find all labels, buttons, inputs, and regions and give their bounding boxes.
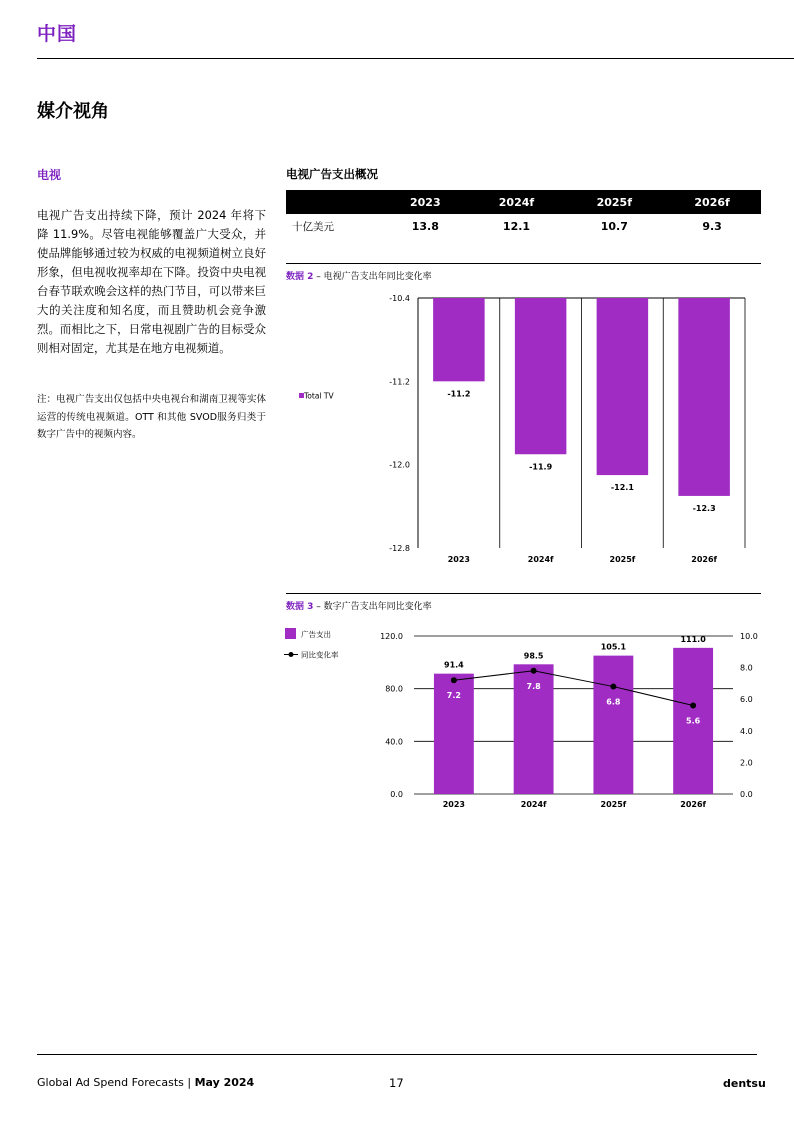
bar [597,298,649,475]
legend-label: Total TV [304,391,334,401]
bar [515,298,567,454]
section-heading: 电视 [37,168,62,182]
x-tick-label: 2024f [527,555,554,564]
y-tick-label-left: 0.0 [390,790,403,799]
y-tick-label-right: 4.0 [740,726,753,736]
y-tick-label-left: 40.0 [385,737,403,747]
yoy-line [454,671,693,706]
table-row-label: 十亿美元 [292,220,334,233]
figure3-dash: – [313,602,324,612]
y-tick-label: -12.0 [389,460,410,470]
x-tick-label: 2025f [600,800,627,809]
line-label: 7.8 [526,681,541,691]
line-label: 6.8 [606,697,621,707]
x-tick-label: 2026f [691,555,717,564]
line-point [531,668,537,674]
table-title: 电视广告支出概况 [286,167,378,181]
data-label: -11.9 [529,462,553,472]
figure3-title: 数字广告支出年同比变化率 [323,602,432,612]
y-tick-label: -12.8 [389,544,410,553]
data-label: -12.1 [610,483,634,493]
x-tick-label: 2024f [520,800,547,809]
data-label: -11.2 [447,389,471,399]
y-tick-label-right: 10.0 [740,632,758,641]
line-point [690,703,696,709]
bar [593,656,633,794]
table-header-cell: 2023 [383,190,468,214]
table-cell: 13.8 [411,219,439,233]
x-tick-label: 2025f [609,555,636,564]
figure3-number: 数据 3 [286,602,314,612]
table-cell: 12.1 [502,219,531,233]
figure2-dash: – [313,272,324,282]
footer-separator: | [183,1076,195,1089]
page-number: 17 [389,1076,404,1090]
body-paragraph: 电视广告支出持续下降，预计 2024 年将下降 11.9%。尽管电视能够覆盖广大受众，并使品牌能够通过较为权威的电视频道树立良好形象，但电视收视率却在下降。投资中央电视台春节联欢晚会这样的热门节目，可以带来巨大的关注度和知名度，而且赞助机会竞争激烈。而相比之下，日常电视剧广告的目标受众则相对固定，尤其是在地方电视频道。 [37,208,266,355]
x-tick-label: 2023 [442,800,466,809]
y-tick-label-right: 2.0 [740,758,753,768]
region-title: 中国 [37,23,78,45]
legend-label-bar: 广告支出 [301,630,331,639]
legend-label-line: 同比变化率 [301,650,339,660]
data-label: 105.1 [600,642,627,652]
line-point [451,677,457,683]
y-tick-label-right: 6.0 [740,695,753,705]
y-tick-label: -10.4 [389,294,410,303]
legend-swatch-point [289,652,294,657]
brand-logo: dentsu [723,1077,766,1090]
y-tick-label-right: 0.0 [740,790,753,799]
data-label: 91.4 [444,660,464,670]
note-paragraph: 注：电视广告支出仅包括中央电视台和湖南卫视等实体运营的传统电视频道。OTT 和其他 SVOD服务归类于数字广告中的视频内容。 [37,394,266,440]
page-title: 媒介视角 [37,101,109,122]
data-label: 98.5 [523,651,544,661]
figure2-title: 电视广告支出年同比变化率 [323,272,432,282]
table-cell: 10.7 [600,219,628,233]
bottom-divider [37,1054,757,1055]
footer-report-name: Global Ad Spend Forecasts [37,1076,184,1089]
table-cell: 9.3 [702,219,722,233]
y-tick-label-right: 8.0 [740,663,753,673]
x-tick-label: 2026f [680,800,706,809]
footer-date: May 2024 [194,1076,255,1089]
table-header-cell: 2026f [663,190,761,214]
y-tick-label-left: 120.0 [380,632,403,641]
table-header-cell: 2024f [468,190,566,214]
legend-swatch-bar [285,628,296,639]
data-label: 111.0 [680,634,706,644]
line-label: 7.2 [446,691,461,701]
footer-report [37,1076,254,1089]
bar [433,298,485,381]
y-tick-label-left: 80.0 [385,684,403,694]
line-label: 5.6 [686,716,701,726]
y-tick-label: -11.2 [389,377,410,387]
data-label: -12.3 [692,503,716,513]
figure2-number: 数据 2 [286,272,314,282]
x-tick-label: 2023 [447,555,471,564]
table-header-cell: 2025f [565,190,663,214]
bar [678,298,730,496]
line-point [610,684,616,690]
